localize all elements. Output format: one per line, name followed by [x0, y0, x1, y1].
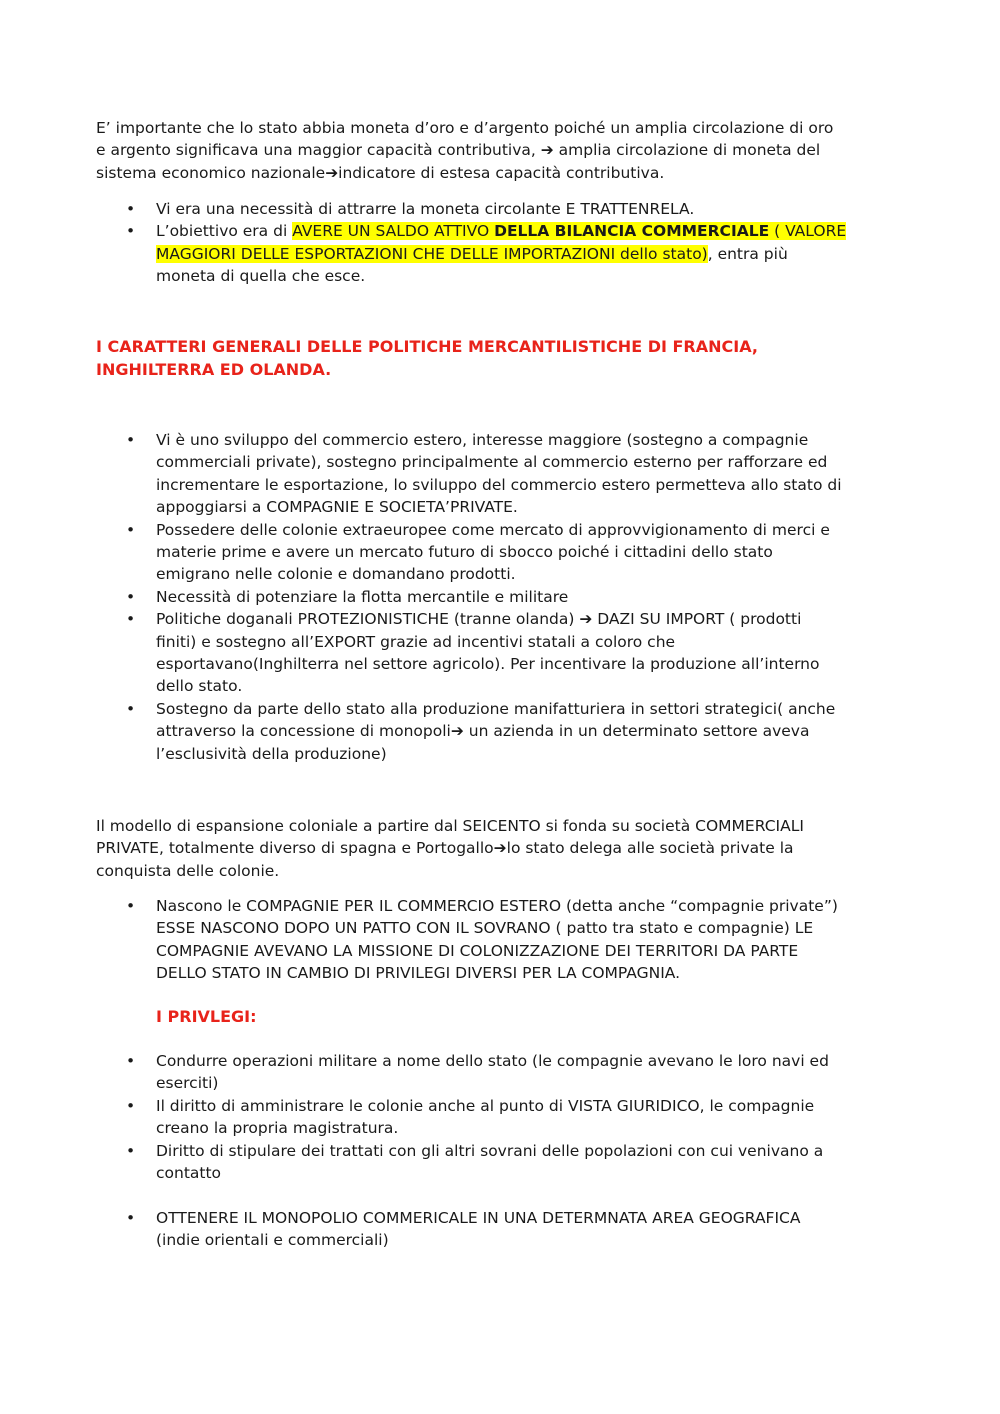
bullet-text: L’obiettivo era di	[156, 222, 293, 241]
list-item: • Vi è uno sviluppo del commercio estero, interesse maggiore (sostegno a compagnie commerciali private), sostegno principalmente al commercio esterno per rafforzare ed incrementare le esportazione, lo sviluppo del commercio estero permetteva allo stato di appoggiarsi a COMPAGNIE E SOCIETA’PRIVATE.	[96, 429, 896, 519]
list-item: • Nascono le COMPAGNIE PER IL COMMERCIO ESTERO (detta anche “compagnie private”) ESSE NASCONO DOPO UN PATTO CON IL SOVRANO ( patto tra stato e compagnie) LE COMPAGNIE AVEVANO LA MISSIONE DI COLONIZZAZIONE DEI TERRITORI DA PARTE DELLO STATO IN CAMBIO DI PRIVILEGI DIVERSI PER LA COMPAGNIA.	[96, 895, 896, 985]
privileges-section	[96, 1050, 896, 1184]
intro-paragraph: E’ importante che lo stato abbia moneta d’oro e d’argento poiché un amplia circolazione di oro e argento significava una maggior capacità contributiva, ➔ amplia circolazione di moneta del sistema economico nazionale➔indicatore di estesa capacità contributiva.	[96, 119, 834, 182]
monopoly-list	[96, 1207, 896, 1252]
monopoly-section	[96, 1207, 896, 1252]
model-paragraph: Il modello di espansione coloniale a partire dal SEICENTO si fonda su società COMMERCIALI PRIVATE, totalmente diverso di spagna e Portogallo➔lo stato delega alle società private la conquista delle colonie.	[96, 817, 804, 880]
list-item-balance	[96, 220, 896, 287]
list-item: • Politiche doganali PROTEZIONISTICHE (tranne olanda) ➔ DAZI SU IMPORT ( prodotti finiti) e sostegno all’EXPORT grazie ad incentivi statali a coloro che esportavano(Inghilterra nel settore agricolo). Per incentivare la produzione all’interno dello stato.	[96, 608, 896, 698]
highlight-bold-text: DELLA BILANCIA COMMERCIALE	[494, 222, 770, 241]
companies-section	[96, 895, 896, 985]
characters-section	[96, 429, 896, 765]
bullet-text: , entra più moneta di quella che esce.	[156, 244, 788, 286]
list-item: • OTTENERE IL MONOPOLIO COMMERICALE IN UNA DETERMNATA AREA GEOGRAFICA (indie orientali e commerciali)	[96, 1207, 896, 1252]
list-item: • Diritto di stipulare dei trattati con gli altri sovrani delle popolazioni con cui venivano a contatto	[96, 1140, 896, 1185]
intro-bullets	[96, 198, 896, 288]
privileges-heading-wrap	[156, 1005, 257, 1028]
intro-bullet-list	[96, 198, 896, 288]
list-item: • Sostegno da parte dello stato alla produzione manifatturiera in settori strategici( anche attraverso la concessione di monopoli➔ un azienda in un determinato settore aveva l’esclusività della produzione)	[96, 698, 896, 765]
highlight-text: ( VALORE MAGGIORI DELLE ESPORTAZIONI CHE DELLE IMPORTAZIONI dello stato)	[156, 222, 847, 263]
intro-section	[96, 117, 896, 184]
section-heading: I CARATTERI GENERALI DELLE POLITICHE MERCANTILISTICHE DI FRANCIA, INGHILTERRA ED OLANDA.	[96, 337, 758, 379]
privileges-list	[96, 1050, 896, 1184]
list-item: • Condurre operazioni militare a nome dello stato (le compagnie avevano le loro navi ed eserciti)	[96, 1050, 896, 1095]
list-item: • Il diritto di amministrare le colonie anche al punto di VISTA GIURIDICO, le compagnie creano la propria magistratura.	[96, 1095, 896, 1140]
list-item: • Possedere delle colonie extraeuropee come mercato di approvvigionamento di merci e materie prime e avere un mercato futuro di sbocco poiché i cittadini dello stato emigrano nelle colonie e domandano prodotti.	[96, 519, 896, 586]
list-item: • Vi era una necessità di attrarre la moneta circolante E TRATTENRELA.	[96, 198, 896, 220]
list-item: • Necessità di potenziare la flotta mercantile e militare	[96, 586, 896, 608]
companies-list	[96, 895, 896, 985]
privileges-heading: I PRIVLEGI:	[156, 1007, 257, 1026]
heading-section	[96, 335, 896, 381]
characters-list	[96, 429, 896, 765]
highlight-text: AVERE UN SALDO ATTIVO	[292, 222, 495, 241]
model-section	[96, 815, 896, 882]
